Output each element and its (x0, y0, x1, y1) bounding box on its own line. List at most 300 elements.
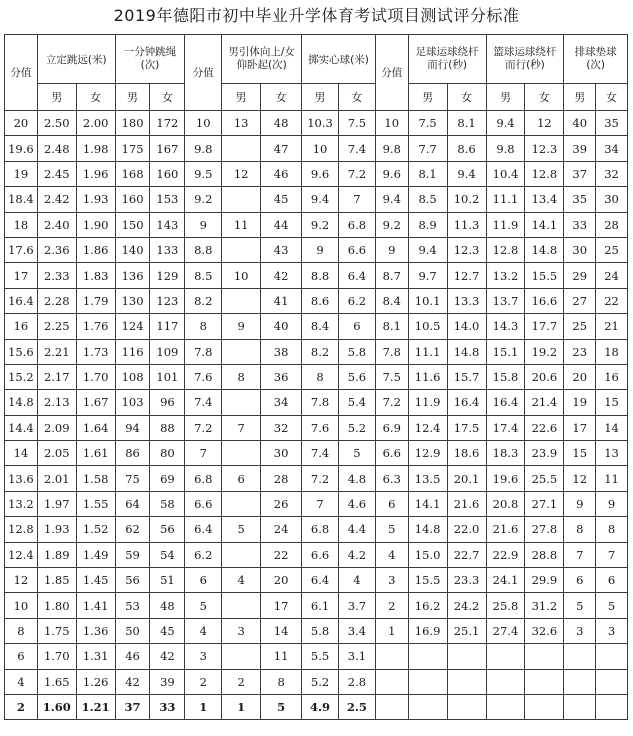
table-cell: 30 (261, 441, 302, 466)
score-cell: 20 (5, 111, 38, 136)
table-cell: 24.2 (447, 593, 486, 618)
score-table (4, 34, 628, 720)
table-cell: 3.4 (338, 618, 375, 643)
table-cell: 24.1 (486, 568, 525, 593)
table-cell: 21 (596, 314, 628, 339)
table-row (5, 491, 628, 516)
table-cell: 1 (185, 694, 222, 719)
table-cell: 6.8 (302, 517, 339, 542)
table-row (5, 644, 628, 669)
table-cell: 17.4 (486, 415, 525, 440)
table-cell (486, 669, 525, 694)
table-cell: 44 (261, 212, 302, 237)
table-cell: 21.4 (525, 390, 564, 415)
table-cell: 54 (150, 542, 185, 567)
table-cell: 5 (338, 441, 375, 466)
table-cell: 124 (115, 314, 150, 339)
table-cell (525, 669, 564, 694)
table-cell: 1.36 (76, 618, 115, 643)
table-cell: 23.3 (447, 568, 486, 593)
table-row (5, 415, 628, 440)
header-female: 女 (447, 84, 486, 111)
table-cell: 8.6 (447, 136, 486, 161)
table-cell: 8.5 (185, 263, 222, 288)
header-female: 女 (76, 84, 115, 111)
table-cell: 13.3 (447, 288, 486, 313)
table-cell: 19.2 (525, 339, 564, 364)
table-cell: 116 (115, 339, 150, 364)
table-cell: 27.8 (525, 517, 564, 542)
table-cell: 13.5 (408, 466, 447, 491)
table-cell: 7.5 (375, 364, 408, 389)
table-cell: 13 (222, 111, 261, 136)
table-cell (222, 288, 261, 313)
table-cell: 37 (564, 161, 596, 186)
table-cell: 5 (261, 694, 302, 719)
table-cell (447, 694, 486, 719)
table-cell: 24 (596, 263, 628, 288)
header-male: 男 (37, 84, 76, 111)
table-cell: 160 (150, 161, 185, 186)
score-cell: 8 (5, 618, 38, 643)
table-row (5, 339, 628, 364)
table-cell: 7.2 (375, 390, 408, 415)
table-row (5, 364, 628, 389)
table-cell: 16.6 (525, 288, 564, 313)
page-title: 2019年德阳市初中毕业升学体育考试项目测试评分标准 (113, 6, 520, 25)
table-cell: 9 (302, 237, 339, 262)
table-cell: 17.5 (447, 415, 486, 440)
table-cell: 2.8 (338, 669, 375, 694)
table-cell: 34 (596, 136, 628, 161)
table-row (5, 161, 628, 186)
table-cell: 4.8 (338, 466, 375, 491)
table-cell: 5 (185, 593, 222, 618)
table-cell: 7.2 (302, 466, 339, 491)
table-cell: 7 (564, 542, 596, 567)
table-cell: 69 (150, 466, 185, 491)
table-cell: 13.7 (486, 288, 525, 313)
table-cell: 6 (564, 568, 596, 593)
table-cell: 24 (261, 517, 302, 542)
table-row (5, 441, 628, 466)
table-cell: 64 (115, 491, 150, 516)
table-cell: 2.36 (37, 237, 76, 262)
table-cell: 8 (302, 364, 339, 389)
table-cell: 2.33 (37, 263, 76, 288)
table-row (5, 669, 628, 694)
score-cell: 13.2 (5, 491, 38, 516)
table-cell: 6.6 (375, 441, 408, 466)
table-cell: 30 (564, 237, 596, 262)
table-row (5, 237, 628, 262)
score-cell: 16.4 (5, 288, 38, 313)
table-cell: 13.4 (525, 187, 564, 212)
table-cell: 1.75 (37, 618, 76, 643)
table-cell: 6 (222, 466, 261, 491)
table-cell: 2.00 (76, 111, 115, 136)
table-row (5, 187, 628, 212)
table-cell: 133 (150, 237, 185, 262)
table-cell: 9.4 (447, 161, 486, 186)
table-cell: 53 (115, 593, 150, 618)
table-cell (222, 237, 261, 262)
table-cell: 9.2 (375, 212, 408, 237)
table-cell: 1.31 (76, 644, 115, 669)
table-cell: 5 (564, 593, 596, 618)
table-row (5, 390, 628, 415)
header-pullup-situp: 男引体向上/女仰卧起(次) (222, 35, 302, 84)
table-cell: 1.80 (37, 593, 76, 618)
table-cell: 11 (222, 212, 261, 237)
table-cell: 16.2 (408, 593, 447, 618)
table-cell: 6 (375, 491, 408, 516)
header-rope-skip: 一分钟跳绳(次) (115, 35, 185, 84)
table-cell: 7.8 (302, 390, 339, 415)
table-row (5, 314, 628, 339)
table-cell: 12 (525, 111, 564, 136)
table-cell: 136 (115, 263, 150, 288)
table-cell: 9.8 (185, 136, 222, 161)
table-cell: 58 (150, 491, 185, 516)
table-cell: 3 (596, 618, 628, 643)
table-cell: 5.5 (302, 644, 339, 669)
table-cell (564, 644, 596, 669)
table-cell: 18 (596, 339, 628, 364)
table-cell: 34 (261, 390, 302, 415)
table-cell: 1.64 (76, 415, 115, 440)
table-cell: 1.26 (76, 669, 115, 694)
header-male: 男 (408, 84, 447, 111)
table-cell: 5 (375, 517, 408, 542)
header-score-2: 分值 (185, 35, 222, 111)
table-cell: 20 (564, 364, 596, 389)
table-cell: 5.2 (302, 669, 339, 694)
score-cell: 15.6 (5, 339, 38, 364)
table-cell: 11.1 (486, 187, 525, 212)
table-cell: 1.85 (37, 568, 76, 593)
table-cell: 11.9 (408, 390, 447, 415)
table-cell: 7.6 (302, 415, 339, 440)
score-cell: 14.8 (5, 390, 38, 415)
table-cell: 5.6 (338, 364, 375, 389)
table-cell: 21.6 (447, 491, 486, 516)
table-cell: 35 (564, 187, 596, 212)
table-cell (564, 669, 596, 694)
table-row (5, 517, 628, 542)
table-cell: 35 (596, 111, 628, 136)
table-cell: 7.4 (185, 390, 222, 415)
table-cell (408, 694, 447, 719)
table-cell: 11.1 (408, 339, 447, 364)
table-cell: 9.6 (375, 161, 408, 186)
score-cell: 4 (5, 669, 38, 694)
table-cell: 5 (596, 593, 628, 618)
table-cell: 2 (185, 669, 222, 694)
table-cell (222, 441, 261, 466)
table-cell: 2.40 (37, 212, 76, 237)
table-row (5, 694, 628, 719)
table-cell: 1 (375, 618, 408, 643)
table-cell: 28 (596, 212, 628, 237)
table-cell: 43 (261, 237, 302, 262)
table-cell: 1.96 (76, 161, 115, 186)
header-female: 女 (596, 84, 628, 111)
table-cell: 42 (115, 669, 150, 694)
table-cell: 1.89 (37, 542, 76, 567)
header-basketball: 篮球运球绕杆而行(秒) (486, 35, 564, 84)
table-cell: 7.4 (302, 441, 339, 466)
table-cell: 7.5 (338, 111, 375, 136)
table-cell: 46 (115, 644, 150, 669)
table-cell: 75 (115, 466, 150, 491)
table-cell: 180 (115, 111, 150, 136)
table-cell: 4.9 (302, 694, 339, 719)
table-cell: 14.1 (408, 491, 447, 516)
header-score: 分值 (5, 35, 38, 111)
header-male: 男 (115, 84, 150, 111)
table-cell: 19.6 (486, 466, 525, 491)
table-cell: 11.6 (408, 364, 447, 389)
table-cell: 4 (222, 568, 261, 593)
score-cell: 18.4 (5, 187, 38, 212)
table-cell: 7 (596, 542, 628, 567)
table-cell (222, 491, 261, 516)
table-row (5, 212, 628, 237)
table-cell: 33 (150, 694, 185, 719)
table-cell: 9.5 (185, 161, 222, 186)
table-cell: 6.3 (375, 466, 408, 491)
table-cell: 20.6 (525, 364, 564, 389)
table-cell: 9.8 (375, 136, 408, 161)
table-cell (486, 644, 525, 669)
table-cell: 28 (261, 466, 302, 491)
table-cell: 94 (115, 415, 150, 440)
table-cell: 8 (185, 314, 222, 339)
table-cell: 12 (564, 466, 596, 491)
table-cell: 1.97 (37, 491, 76, 516)
table-cell: 2.05 (37, 441, 76, 466)
table-cell: 62 (115, 517, 150, 542)
table-cell (222, 187, 261, 212)
table-cell: 25 (596, 237, 628, 262)
table-cell: 6.2 (185, 542, 222, 567)
table-cell: 8.5 (408, 187, 447, 212)
table-cell (222, 593, 261, 618)
table-cell: 8.4 (375, 288, 408, 313)
score-cell: 6 (5, 644, 38, 669)
table-cell: 9.4 (375, 187, 408, 212)
table-cell: 172 (150, 111, 185, 136)
table-cell: 25.8 (486, 593, 525, 618)
table-cell: 8.7 (375, 263, 408, 288)
table-cell (375, 669, 408, 694)
table-cell: 1.58 (76, 466, 115, 491)
table-cell: 1.45 (76, 568, 115, 593)
table-cell: 6 (596, 568, 628, 593)
table-cell: 10 (302, 136, 339, 161)
table-cell: 88 (150, 415, 185, 440)
score-cell: 18 (5, 212, 38, 237)
table-cell: 15 (564, 441, 596, 466)
table-cell: 10 (222, 263, 261, 288)
table-cell: 9.2 (302, 212, 339, 237)
table-cell: 22.7 (447, 542, 486, 567)
table-cell: 39 (150, 669, 185, 694)
table-cell: 9.7 (408, 263, 447, 288)
table-cell: 1.21 (76, 694, 115, 719)
table-cell: 17 (261, 593, 302, 618)
table-cell: 12.9 (408, 441, 447, 466)
table-cell: 26 (261, 491, 302, 516)
table-row (5, 542, 628, 567)
table-cell: 6 (338, 314, 375, 339)
table-cell: 7 (185, 441, 222, 466)
score-cell: 2 (5, 694, 38, 719)
header-football: 足球运球绕杆而行(秒) (408, 35, 486, 84)
table-cell: 59 (115, 542, 150, 567)
table-cell: 42 (261, 263, 302, 288)
table-cell: 168 (115, 161, 150, 186)
table-cell: 25 (564, 314, 596, 339)
table-cell: 46 (261, 161, 302, 186)
table-cell: 8.1 (447, 111, 486, 136)
table-cell: 160 (115, 187, 150, 212)
table-cell: 12.8 (525, 161, 564, 186)
table-cell: 42 (150, 644, 185, 669)
table-cell: 12 (222, 161, 261, 186)
score-cell: 12 (5, 568, 38, 593)
table-row (5, 136, 628, 161)
score-cell: 12.8 (5, 517, 38, 542)
table-cell: 2.42 (37, 187, 76, 212)
table-cell: 6.1 (302, 593, 339, 618)
header-volleyball: 排球垫球(次) (564, 35, 628, 84)
table-cell: 8.8 (185, 237, 222, 262)
table-cell: 123 (150, 288, 185, 313)
table-cell: 6.4 (185, 517, 222, 542)
table-cell (222, 542, 261, 567)
table-cell: 22.6 (525, 415, 564, 440)
score-cell: 19 (5, 161, 38, 186)
table-cell: 56 (150, 517, 185, 542)
table-cell: 2.28 (37, 288, 76, 313)
header-female: 女 (338, 84, 375, 111)
table-cell: 167 (150, 136, 185, 161)
table-cell: 12.3 (525, 136, 564, 161)
table-cell: 1.90 (76, 212, 115, 237)
table-cell: 17.7 (525, 314, 564, 339)
table-cell: 6.8 (185, 466, 222, 491)
table-cell: 22.9 (486, 542, 525, 567)
table-cell: 8.1 (408, 161, 447, 186)
table-cell: 10.1 (408, 288, 447, 313)
table-row (5, 263, 628, 288)
header-male: 男 (302, 84, 339, 111)
table-cell: 6.6 (302, 542, 339, 567)
table-cell: 3 (222, 618, 261, 643)
score-cell: 19.6 (5, 136, 38, 161)
header-male: 男 (564, 84, 596, 111)
table-cell: 8 (596, 517, 628, 542)
table-cell: 36 (261, 364, 302, 389)
table-cell: 37 (115, 694, 150, 719)
table-cell: 6 (185, 568, 222, 593)
table-cell: 9.2 (185, 187, 222, 212)
table-cell: 6.6 (185, 491, 222, 516)
table-cell: 8.6 (302, 288, 339, 313)
table-cell: 1.55 (76, 491, 115, 516)
table-cell: 21.6 (486, 517, 525, 542)
table-cell: 12.8 (486, 237, 525, 262)
table-cell: 7.4 (338, 136, 375, 161)
header-female: 女 (150, 84, 185, 111)
table-cell: 1.76 (76, 314, 115, 339)
table-cell: 80 (150, 441, 185, 466)
table-cell: 9 (596, 491, 628, 516)
table-cell: 13 (596, 441, 628, 466)
table-cell: 86 (115, 441, 150, 466)
table-cell: 2.09 (37, 415, 76, 440)
table-cell: 14.1 (525, 212, 564, 237)
table-cell: 2.17 (37, 364, 76, 389)
table-cell (408, 644, 447, 669)
header-male: 男 (222, 84, 261, 111)
table-cell: 10 (375, 111, 408, 136)
table-cell: 10.2 (447, 187, 486, 212)
table-cell: 40 (564, 111, 596, 136)
table-cell: 1.70 (37, 644, 76, 669)
table-cell: 7.2 (185, 415, 222, 440)
table-cell: 7 (222, 415, 261, 440)
table-cell: 6.6 (338, 237, 375, 262)
table-cell: 15.1 (486, 339, 525, 364)
table-cell: 2.13 (37, 390, 76, 415)
table-cell: 2.5 (338, 694, 375, 719)
table-cell: 45 (150, 618, 185, 643)
table-cell: 22 (596, 288, 628, 313)
table-cell: 17 (564, 415, 596, 440)
table-cell: 8 (222, 364, 261, 389)
table-cell: 11.3 (447, 212, 486, 237)
table-cell: 23 (564, 339, 596, 364)
table-cell: 1.65 (37, 669, 76, 694)
table-cell (222, 339, 261, 364)
table-row (5, 593, 628, 618)
table-cell: 30 (596, 187, 628, 212)
table-cell: 12.3 (447, 237, 486, 262)
table-cell: 9 (375, 237, 408, 262)
table-cell: 3 (564, 618, 596, 643)
table-cell: 7 (338, 187, 375, 212)
table-cell: 96 (150, 390, 185, 415)
table-cell: 1.70 (76, 364, 115, 389)
table-cell: 1.60 (37, 694, 76, 719)
table-cell: 5.8 (338, 339, 375, 364)
score-cell: 14.4 (5, 415, 38, 440)
score-cell: 17 (5, 263, 38, 288)
table-cell: 11 (596, 466, 628, 491)
table-cell (447, 669, 486, 694)
table-cell: 32.6 (525, 618, 564, 643)
table-cell: 12.4 (408, 415, 447, 440)
table-cell: 1.79 (76, 288, 115, 313)
table-cell: 41 (261, 288, 302, 313)
table-cell: 2.25 (37, 314, 76, 339)
table-cell: 9.4 (408, 237, 447, 262)
table-cell: 8.2 (302, 339, 339, 364)
table-cell: 48 (150, 593, 185, 618)
